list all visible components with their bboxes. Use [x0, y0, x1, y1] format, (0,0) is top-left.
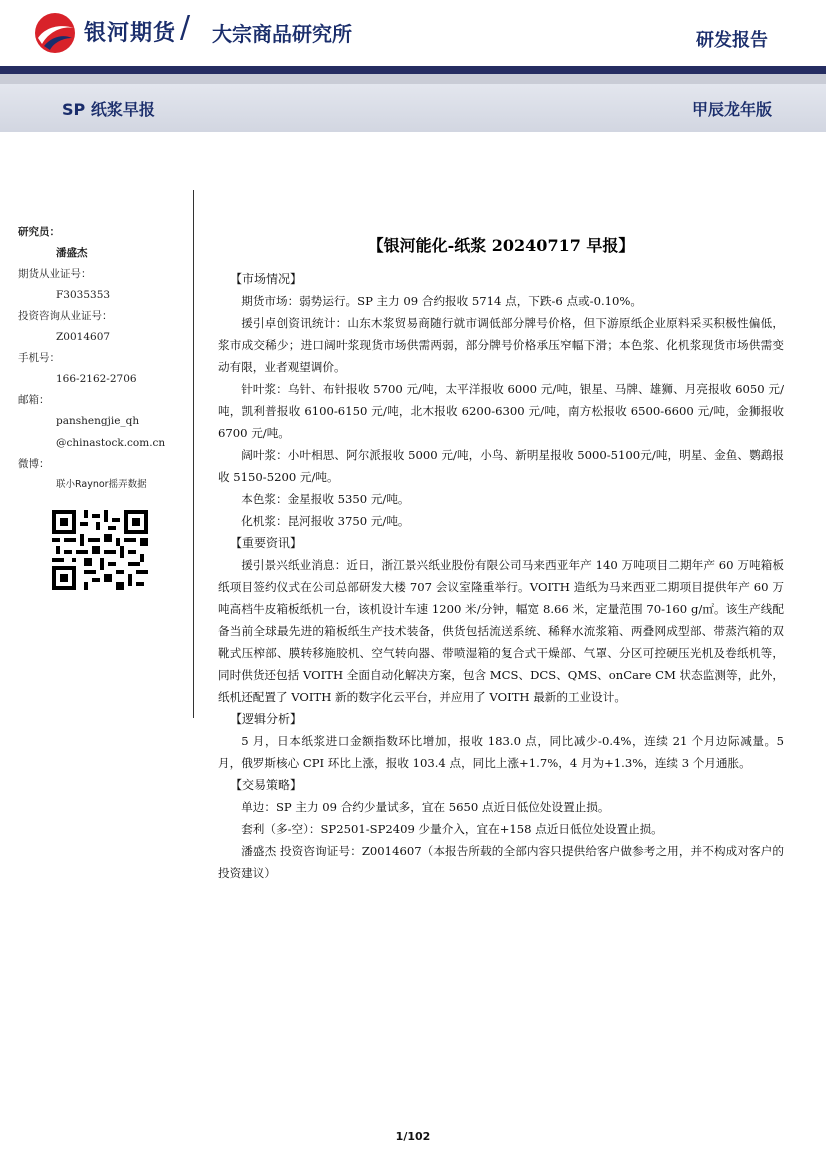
- page-header: [0, 0, 826, 66]
- galaxy-logo-icon: [34, 12, 76, 54]
- paragraph-hardwood-pulp: 阔叶浆：小叶相思、阿尔派报收 5000 元/吨，小鸟、新明星报收 5000-5100元/吨，明星、金鱼、鹦鹉报收 5150-5200 元/吨。: [218, 448, 784, 484]
- brand-name: 银河期货: [84, 21, 177, 46]
- paragraph-news: 援引景兴纸业消息：近日，浙江景兴纸业股份有限公司马来西亚年产 140 万吨项目二期年产 60 万吨箱板纸项目签约仪式在公司总部研发大楼 707 会议室隆重举行。VOITH 造纸为马来西亚二期项目提供年产 60 万吨高档牛皮箱板纸机一台，该机设计车速 1200 米/分钟，幅宽 8.66 米，定量范围 70-160 g/㎡。该生产线配备当前全球最先进的箱板纸生产技术装备，供货包括流送系统、稀释水流浆箱、两叠网成型部、带蒸汽箱的双靴式压榨部、膜转移施胶机、空气转向器、带喷湿箱的复合式干燥部、气罩、分区可控硬压光机及卷纸机等，同时供货还包括 VOITH 全面自动化解决方案，包含 MCS、DCS、QMS、onCare CM 状态监测等，此外，纸机还配置了 VOITH 新的数字化云平台，并应用了 VOITH 最新的工业设计。: [218, 558, 784, 704]
- researcher-label: 研究员：: [18, 226, 60, 238]
- qr-code-icon[interactable]: [52, 510, 148, 590]
- researcher-name: 潘盛杰: [56, 247, 88, 259]
- paragraph-disclaimer: 潘盛杰 投资咨询证号：Z0014607（本报告所载的全部内容只提供给客户做参考之用，并不构成对客户的投资建议）: [218, 844, 784, 880]
- report-title: 【银河能化-纸浆 20240717 早报】: [367, 236, 635, 255]
- email-line-1[interactable]: panshengjie_qh: [56, 415, 140, 427]
- column-divider: [193, 190, 194, 718]
- advisory-cert-label: 投资咨询从业证号：: [18, 310, 113, 322]
- phone: 166-2162-2706: [56, 373, 137, 385]
- paragraph-strategy-arbitrage: 套利（多-空）：SP2501-SP2409 少量介入，宜在+158 点近日低位处设置止损。: [241, 822, 663, 836]
- email-label: 邮箱：: [18, 394, 50, 406]
- institute-name: 大宗商品研究所: [212, 22, 352, 46]
- paragraph-unbleached-pulp: 本色浆：金星报收 5350 元/吨。: [241, 492, 410, 506]
- report-type: 研发报告: [696, 30, 768, 51]
- phone-label: 手机号：: [18, 352, 60, 364]
- futures-cert-label: 期货从业证号：: [18, 268, 92, 280]
- analyst-sidebar: [18, 222, 188, 496]
- futures-cert: F3035353: [56, 289, 111, 301]
- paragraph-spot-summary: 援引卓创资讯统计：山东木浆贸易商随行就市调低部分牌号价格，但下游原纸企业原料采买积极性偏低，浆市成交稀少；进口阔叶浆现货市场供需两弱，部分牌号价格承压窄幅下滑；本色浆、化机浆现货市场供需变动有限，业者观望调价。: [218, 316, 784, 374]
- paragraph-strategy-unilateral: 单边：SP 主力 09 合约少量试多，宜在 5650 点近日低位处设置止损。: [241, 800, 610, 814]
- edition-label: 甲辰龙年版: [691, 100, 772, 119]
- page-number: 1/102: [395, 1130, 431, 1143]
- section-heading-news: 【重要资讯】: [230, 536, 303, 550]
- section-heading-strategy: 【交易策略】: [230, 778, 303, 792]
- paragraph-softwood-pulp: 针叶浆：乌针、布针报收 5700 元/吨，太平洋报收 6000 元/吨，银星、马牌、雄狮、月亮报收 6050 元/吨，凯利普报收 6100-6150 元/吨，北木报收 6200-6300 元/吨，南方松报收 6500-6600 元/吨，金狮报收 6700 元/吨。: [218, 382, 784, 440]
- report-body: [218, 232, 784, 884]
- advisory-cert: Z0014607: [56, 331, 111, 343]
- paragraph-chemi-mechanical-pulp: 化机浆：昆河报收 3750 元/吨。: [241, 514, 410, 528]
- product-name: SP 纸浆早报: [62, 100, 155, 119]
- paragraph-logic: 5 月，日本纸浆进口金额指数环比增加，报收 183.0 点，同比减少-0.4%，连续 21 个月边际减量。5 月，俄罗斯核心 CPI 环比上涨，报收 103.4 点，同比上涨+1.7%，4 月为+1.3%，连续 3 个月通胀。: [218, 734, 784, 770]
- section-heading-market: 【市场情况】: [230, 272, 303, 286]
- paragraph-futures-market: 期货市场：弱势运行。SP 主力 09 合约报收 5714 点，下跌-6 点或-0.10%。: [241, 294, 643, 308]
- header-divider: /: [180, 10, 191, 45]
- header-stripe-dark: [0, 66, 826, 74]
- weibo-handle[interactable]: 联小Raynor摇弄数据: [56, 479, 147, 490]
- weibo-label: 微博：: [18, 458, 50, 470]
- email-line-2[interactable]: @chinastock.com.cn: [56, 437, 166, 449]
- section-heading-logic: 【逻辑分析】: [230, 712, 303, 726]
- header-stripe-gray: [0, 74, 826, 84]
